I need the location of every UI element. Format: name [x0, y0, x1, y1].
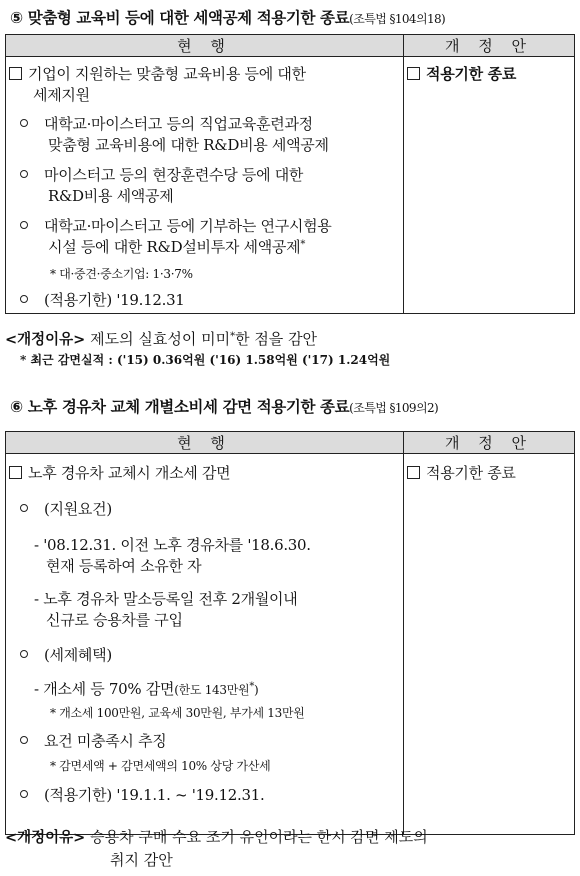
section5-reason [5, 328, 317, 349]
circle-bullet-icon [20, 119, 28, 127]
deadline-text: (적용기한) '19.12.31 [44, 291, 185, 309]
deadline-text: (적용기한) '19.1.1. ~ '19.12.31. [44, 786, 265, 804]
main-item-text: 노후 경유차 교체시 개소세 감면 [28, 464, 231, 482]
col-revised-header: 개 정 안 [404, 432, 575, 454]
main-item-text: 기업이 지원하는 맞춤형 교육비용 등에 대한 [28, 65, 306, 83]
col-current-header: 현 행 [6, 432, 404, 454]
section6-title-text: ⑥ 노후 경유차 교체 개별소비세 감면 적용기한 종료 [10, 398, 350, 416]
bullet2-line2: R&D비용 세액공제 [48, 187, 174, 205]
performance-note: * 최근 감면실적 : ('15) 0.36억원 ('16) 1.58억원 ('17) 1.24억원 [20, 353, 391, 367]
req2-line2: 신규로 승용차를 구입 [46, 611, 183, 629]
benefit-head [6, 644, 112, 665]
req1-line1: - '08.12.31. 이전 노후 경유차를 '18.6.30. [34, 536, 311, 554]
rate-footnote: * 대·중견·중소기업: 1·3·7% [50, 267, 193, 281]
section5-revised-cell [404, 57, 575, 314]
recapture [6, 730, 166, 751]
revised-item [404, 462, 516, 483]
bullet2-line1: 마이스터고 등의 현장훈련수당 등에 대한 [44, 166, 304, 184]
section6-table [5, 431, 575, 835]
bullet3 [6, 215, 331, 236]
circle-bullet-icon [20, 170, 28, 178]
section5-title [10, 6, 445, 28]
req-head [6, 498, 112, 519]
deadline [6, 289, 185, 310]
section6-current-cell [6, 454, 404, 835]
revised-text: 적용기한 종료 [426, 65, 517, 83]
recapture-text: 요건 미충족시 추징 [44, 732, 167, 750]
section5-ref: (조특법 §104의18) [349, 12, 446, 26]
reason-label: <개정이유> [5, 332, 86, 348]
bullet2 [6, 164, 303, 185]
circle-bullet-icon [20, 295, 28, 303]
section6-ref: (조특법 §109의2) [349, 401, 439, 415]
main-item [6, 63, 306, 84]
section5-current-cell [6, 57, 404, 314]
bullet1-line1: 대학교·마이스터고 등의 직업교육훈련과정 [44, 115, 313, 133]
section5-title-text: ⑤ 맞춤형 교육비 등에 대한 세액공제 적용기한 종료 [10, 9, 350, 27]
footnote-star: * [300, 239, 306, 250]
recapture-note: * 감면세액 + 감면세액의 10% 상당 가산세 [50, 759, 271, 773]
bullet3-line2: 시설 등에 대한 R&D설비투자 세액공제 [48, 238, 301, 256]
checkbox-square-icon [9, 466, 22, 479]
section6-revised-cell [404, 454, 575, 835]
checkbox-square-icon [9, 67, 22, 80]
revised-item [404, 63, 516, 84]
benefit1-note: (한도 143만원 [174, 683, 250, 697]
footnote-star: * [249, 681, 255, 692]
benefit1-text: - 개소세 등 70% 감면 [34, 680, 175, 698]
req-head-text: (지원요건) [44, 500, 112, 518]
benefit1 [34, 678, 258, 699]
reason-label: <개정이유> [5, 830, 86, 846]
circle-bullet-icon [20, 221, 28, 229]
benefit1-note-end: ) [254, 683, 259, 697]
deadline [6, 784, 264, 805]
checkbox-square-icon [407, 466, 420, 479]
circle-bullet-icon [20, 504, 28, 512]
col-revised-header: 개 정 안 [404, 35, 575, 57]
col-current-header: 현 행 [6, 35, 404, 57]
reason-text: 제도의 실효성이 미미 [90, 330, 231, 348]
circle-bullet-icon [20, 736, 28, 744]
bullet1 [6, 113, 313, 134]
section6-title [10, 395, 438, 417]
bullet3-line2-wrap [48, 236, 305, 257]
circle-bullet-icon [20, 650, 28, 658]
section5-table [5, 34, 575, 314]
reason-text-end: 한 점을 감안 [235, 330, 318, 348]
req1-line2: 현재 등록하여 소유한 자 [46, 557, 202, 575]
bullet1-line2: 맞춤형 교육비용에 대한 R&D비용 세액공제 [48, 136, 329, 154]
revised-text: 적용기한 종료 [426, 464, 516, 482]
checkbox-square-icon [407, 67, 420, 80]
benefit-footnote: * 개소세 100만원, 교육세 30만원, 부가세 13만원 [50, 706, 305, 720]
bullet3-line1: 대학교·마이스터고 등에 기부하는 연구시험용 [44, 217, 332, 235]
footnote-star: * [230, 331, 236, 342]
main-item-cont: 세제지원 [33, 86, 90, 104]
section6-reason [5, 826, 428, 847]
main-item [6, 462, 230, 483]
reason-line1: 승용차 구매 수요 조기 유인이라는 한시 감면 제도의 [90, 828, 428, 846]
reason-line2: 취지 감안 [110, 851, 173, 869]
benefit-head-text: (세제혜택) [44, 646, 112, 664]
circle-bullet-icon [20, 790, 28, 798]
req2-line1: - 노후 경유차 말소등록일 전후 2개월이내 [34, 590, 298, 608]
